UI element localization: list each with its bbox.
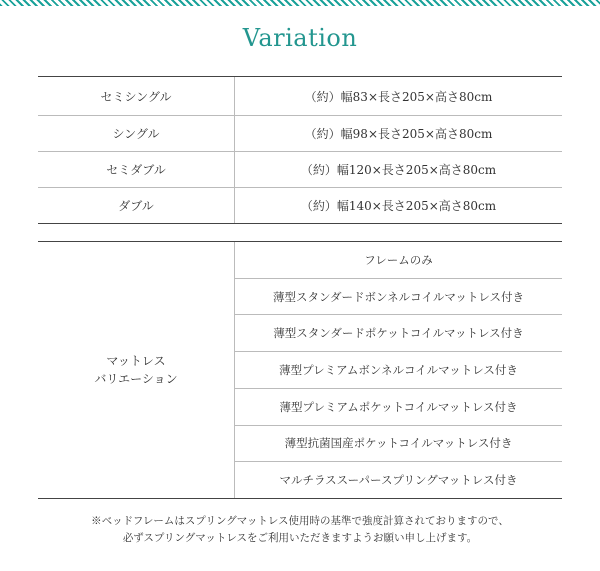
size-dimensions: （約）幅120×長さ205×高さ80cm: [300, 163, 497, 177]
footnote: [0, 513, 600, 547]
size-dimensions: （約）幅98×長さ205×高さ80cm: [304, 127, 493, 141]
size-table: [38, 76, 562, 224]
mattress-variation-label: マットレス バリエーション: [38, 242, 235, 498]
variation-item: 薄型スタンダードポケットコイルマットレス付き: [235, 314, 562, 351]
page-title: Variation: [242, 24, 358, 52]
mattress-variation-list: [235, 242, 562, 498]
variation-item: マルチラススーパースプリングマットレス付き: [235, 461, 562, 498]
variation-item: 薄型スタンダードボンネルコイルマットレス付き: [235, 278, 562, 315]
mattress-variation-table: [38, 241, 562, 499]
size-row-double: [38, 187, 562, 223]
variation-item: 薄型抗菌国産ポケットコイルマットレス付き: [235, 425, 562, 462]
variation-item: 薄型プレミアムボンネルコイルマットレス付き: [235, 351, 562, 388]
size-name: ダブル: [38, 188, 235, 223]
variation-item: 薄型プレミアムポケットコイルマットレス付き: [235, 388, 562, 425]
size-name: シングル: [38, 116, 235, 151]
footnote-line-2: 必ずスプリングマットレスをご利用いただきますようお願い申し上げます。: [122, 532, 478, 544]
size-row-single: [38, 115, 562, 151]
size-dimensions: （約）幅83×長さ205×高さ80cm: [304, 89, 493, 104]
size-name: セミシングル: [38, 77, 235, 115]
decorative-top-border: [0, 0, 600, 6]
size-row-semi-double: [38, 151, 562, 187]
footnote-line-1: ※ベッドフレームはスプリングマットレス使用時の基準で強度計算されておりますので、: [91, 515, 509, 527]
variation-item: フレームのみ: [364, 252, 433, 267]
size-dimensions: （約）幅140×長さ205×高さ80cm: [300, 199, 497, 213]
size-row-semi-single: [38, 77, 562, 115]
size-name: セミダブル: [38, 152, 235, 187]
